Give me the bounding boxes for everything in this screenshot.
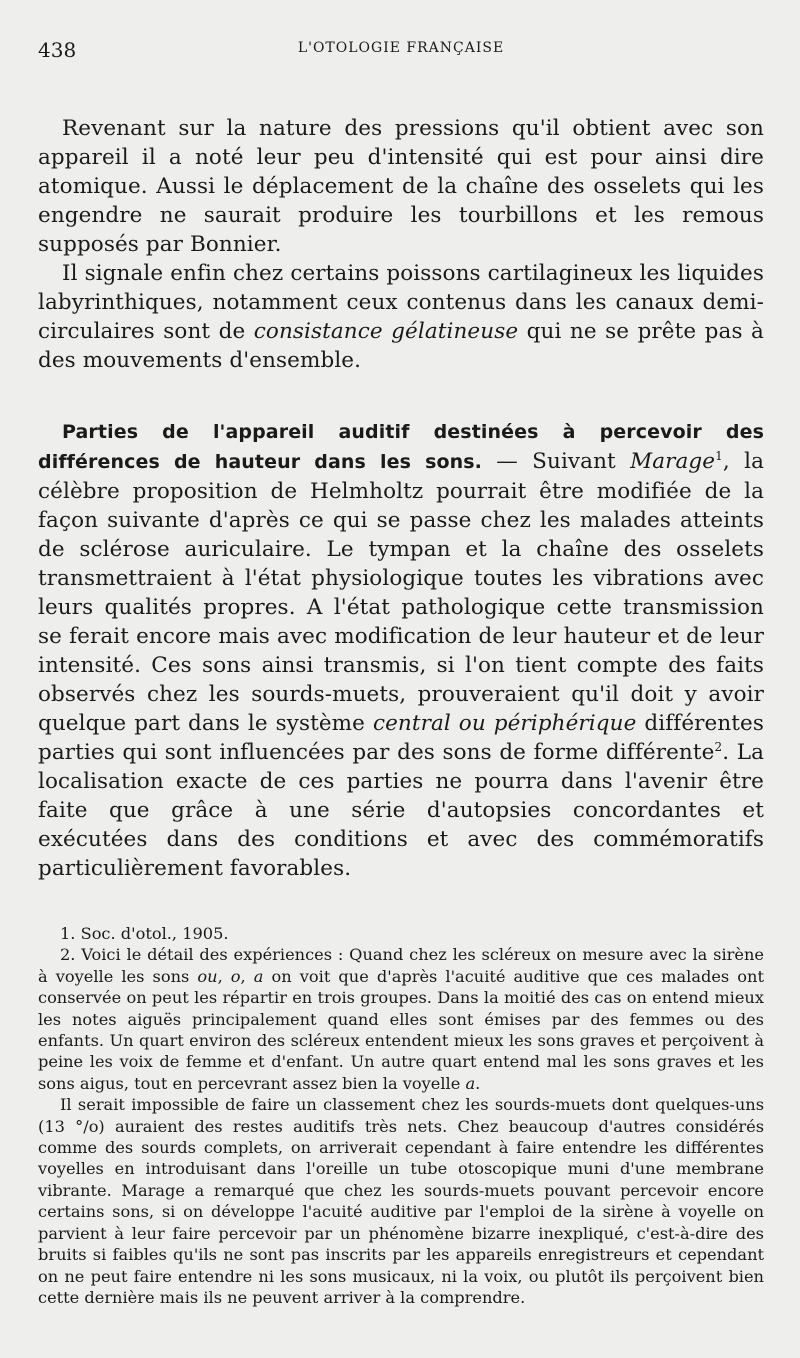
emphasis-central: central ou périphérique [372, 711, 637, 736]
footnote-2-text-a: Voici le détail des expériences : Quand chez les scléreux on mesure avec la sirène à voyelle les sons [38, 945, 764, 986]
footnote-2-end: . [475, 1073, 481, 1093]
page-header [38, 34, 764, 64]
footnote-1-number: 1. [60, 924, 76, 943]
vowel-a-end: a [465, 1073, 476, 1093]
footnotes [38, 923, 764, 1308]
footnote-2-text-b: on voit que d'après l'acuité auditive que ces malades ont conservée on peut les répartir en trois groupes. Dans la moitié des cas on entend mieux les notes aiguës principalement quand elles sont émises par des femmes ou des enfants. Un quart environ des scléreux entendent mieux les sons graves et perçoivent à peine les voix de femme et d'enfant. Un autre quart entend mal les sons graves et les sons aigus, tout en percevrant assez bien la voyelle [38, 966, 764, 1093]
footnote-ref-2: 2 [714, 739, 723, 754]
footnote-2-sep-2: , [240, 966, 254, 986]
vowel-a: a [253, 966, 264, 986]
footnote-1 [38, 923, 764, 944]
footnote-2-sep-1: , [217, 966, 231, 986]
section-heading: Parties de l'appareil auditif destinées à percevoir des différences de hauteur dans les sons. [38, 421, 764, 473]
footnote-2 [38, 944, 764, 1094]
author-marage: Marage [630, 449, 716, 474]
section-paragraph [38, 417, 764, 883]
section-text-a: — Suivant [481, 449, 631, 474]
paragraph-pressions: Revenant sur la nature des pressions qu'il obtient avec son appareil il a noté leur peu d'intensité qui est pour ainsi dire atomique. Aussi le déplacement de la chaîne des osselets qui les engendre ne saurait produire les tourbillons et les remous supposés par Bonnier. [38, 116, 764, 257]
section-text-c: différentes parties qui sont influencées par des sons de forme différente [38, 711, 764, 765]
footnote-1-text: Soc. d'otol., 1905. [75, 924, 229, 943]
page-number: 438 [38, 38, 77, 62]
vowel-o: o [230, 966, 241, 986]
section-text-b: , la célèbre proposition de Helmholtz pourrait être modifiée de la façon suivante d'après ce qui se passe chez les malades atteints de sclérose auriculaire. Le tympan et la chaîne des osselets transmettraient à l'état physiologique toutes les vibrations avec leurs qualités propres. A l'état pathologique cette transmission se ferait encore mais avec modification de leur hauteur et de leur intensité. Ces sons ainsi transmis, si l'on tient compte des faits observés chez les sourds-muets, prouveraient qu'il doit y avoir quelque part dans le système [38, 449, 764, 736]
book-page [38, 34, 764, 1308]
footnote-ref-1: 1 [715, 448, 723, 463]
paragraph-poissons-text-b: qui ne se prête pas à des mouvements d'ensemble. [38, 319, 764, 373]
vowel-ou: ou [197, 966, 218, 986]
section-text-d: . La localisation exacte de ces parties ne pourra dans l'avenir être faite que grâce à une série d'autopsies concordantes et exécutées dans des conditions et avec des commémoratifs particulièrement favorables. [38, 740, 764, 881]
footnote-2-number: 2. [60, 945, 76, 965]
emphasis-consistance: consistance gélatineuse [253, 319, 519, 344]
paragraph-poissons [38, 259, 764, 375]
footnote-2-continued: Il serait impossible de faire un classement chez les sourds-muets dont quelques-uns (13 °/o) auraient des restes auditifs très nets. Chez beaucoup d'autres considérés comme des sourds complets, on arriverait cependant à faire entendre les différentes voyelles en introduisant dans l'oreille un tube otoscopique muni d'une membrane vibrante. Marage a remarqué que chez les sourds-muets pouvant percevoir encore certains sons, si on développe l'acuité auditive par l'emploi de la sirène à voyelle on parvient à leur faire percevoir par un phénomène bizarre inexpliqué, c'est-à-dire des bruits si faibles qu'ils ne sont pas inscrits par les appareils enregistreurs et cependant on ne peut faire entendre ni les sons musicaux, ni la voix, ou plutôt ils perçoivent bien cette dernière mais ils ne peuvent arriver à la comprendre. [38, 1095, 764, 1307]
running-title: L'OTOLOGIE FRANÇAISE [297, 40, 505, 56]
paragraph-poissons-text-a: Il signale enfin chez certains poissons cartilagineux les liquides labyrinthiques, notamment ceux contenus dans les canaux demi-circulaires sont de [38, 261, 764, 344]
